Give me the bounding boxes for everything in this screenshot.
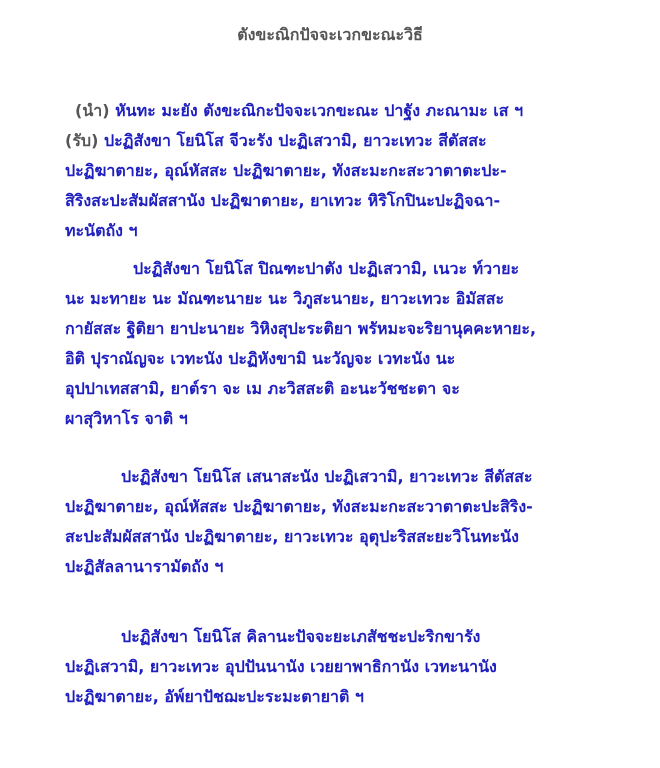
medicine-paragraph [65, 622, 645, 712]
intro-paragraph [65, 96, 645, 246]
text-line: ปะฏิฆาตายะ, อุณ์หัสสะ ปะฏิฆาตายะ, ทังสะมะกะสะวาตาตะปะ- [65, 161, 507, 180]
robe-alms-paragraph [65, 254, 645, 434]
text-line: อุปปาเทสสามิ, ยาต์รา จะ เม ภะวิสสะติ อะนะวัชชะตา จะ [65, 379, 460, 398]
text-line: ปะฏิสัลลานารามัตถัง ฯ [65, 557, 224, 576]
text-line: ผาสุวิหาโร จาติ ฯ [65, 409, 188, 428]
text-line: ปะฏิสังขา โยนิโส เสนาสะนัง ปะฏิเสวามิ, ยาวะเทวะ สีตัสสะ [121, 467, 533, 486]
text-line: กายัสสะ ฐิติยา ยาปะนายะ วิหิงสุปะระติยา พรัหมะจะริยานุคคะหายะ, [65, 319, 537, 338]
text-line: สะปะสัมผัสสานัง ปะฏิฆาตายะ, ยาวะเทวะ อุตุปะริสสะยะวิโนทะนัง [65, 527, 519, 546]
text-line: ทะนัตถัง ฯ [65, 221, 138, 240]
text-line: ปะฏิสังขา โยนิโส คิลานะปัจจะยะเภสัชชะปะริกขารัง [121, 627, 481, 646]
response-tag: (รับ) [65, 131, 99, 150]
text-line: นะ มะทายะ นะ มัณฑะนายะ นะ วิภูสะนายะ, ยาวะเทวะ อิมัสสะ [65, 289, 505, 308]
lodging-paragraph [65, 462, 645, 582]
leader-line [65, 96, 645, 126]
text-line: ปะฏิเสวามิ, ยาวะเทวะ อุปปันนานัง เวยยาพาธิกานัง เวทะนานัง [65, 657, 497, 676]
text-line: ปะฏิฆาตายะ, อัพ์ยาปัชฌะปะระมะตายาติ ฯ [65, 687, 364, 706]
response-text: ปะฏิสังขา โยนิโส จีวะรัง ปะฏิเสวามิ, ยาวะเทวะ สีตัสสะ [103, 131, 487, 150]
page-title: ตังขะณิกปัจจะเวกขะณะวิธี [237, 25, 423, 44]
text-line: อิติ ปุราณัญจะ เวทะนัง ปะฏิหังขามิ นะวัญจะ เวทะนัง นะ [65, 349, 456, 368]
leader-text: หันทะ มะยัง ตังขะณิกะปัจจะเวกขะณะ ปาฐัง ภะณามะ เส ฯ [115, 101, 524, 120]
text-line: ปะฏิฆาตายะ, อุณ์หัสสะ ปะฏิฆาตายะ, ทังสะมะกะสะวาตาตะปะสิริง- [65, 497, 533, 516]
text-line: สิริงสะปะสัมผัสสานัง ปะฏิฆาตายะ, ยาเทวะ หิริโกปินะปะฏิจฉา- [65, 191, 501, 210]
leader-tag: (นำ) [75, 101, 110, 120]
text-line: ปะฏิสังขา โยนิโส ปิณฑะปาตัง ปะฏิเสวามิ, เนวะ ท์วายะ [133, 259, 520, 278]
response-line [65, 126, 645, 156]
